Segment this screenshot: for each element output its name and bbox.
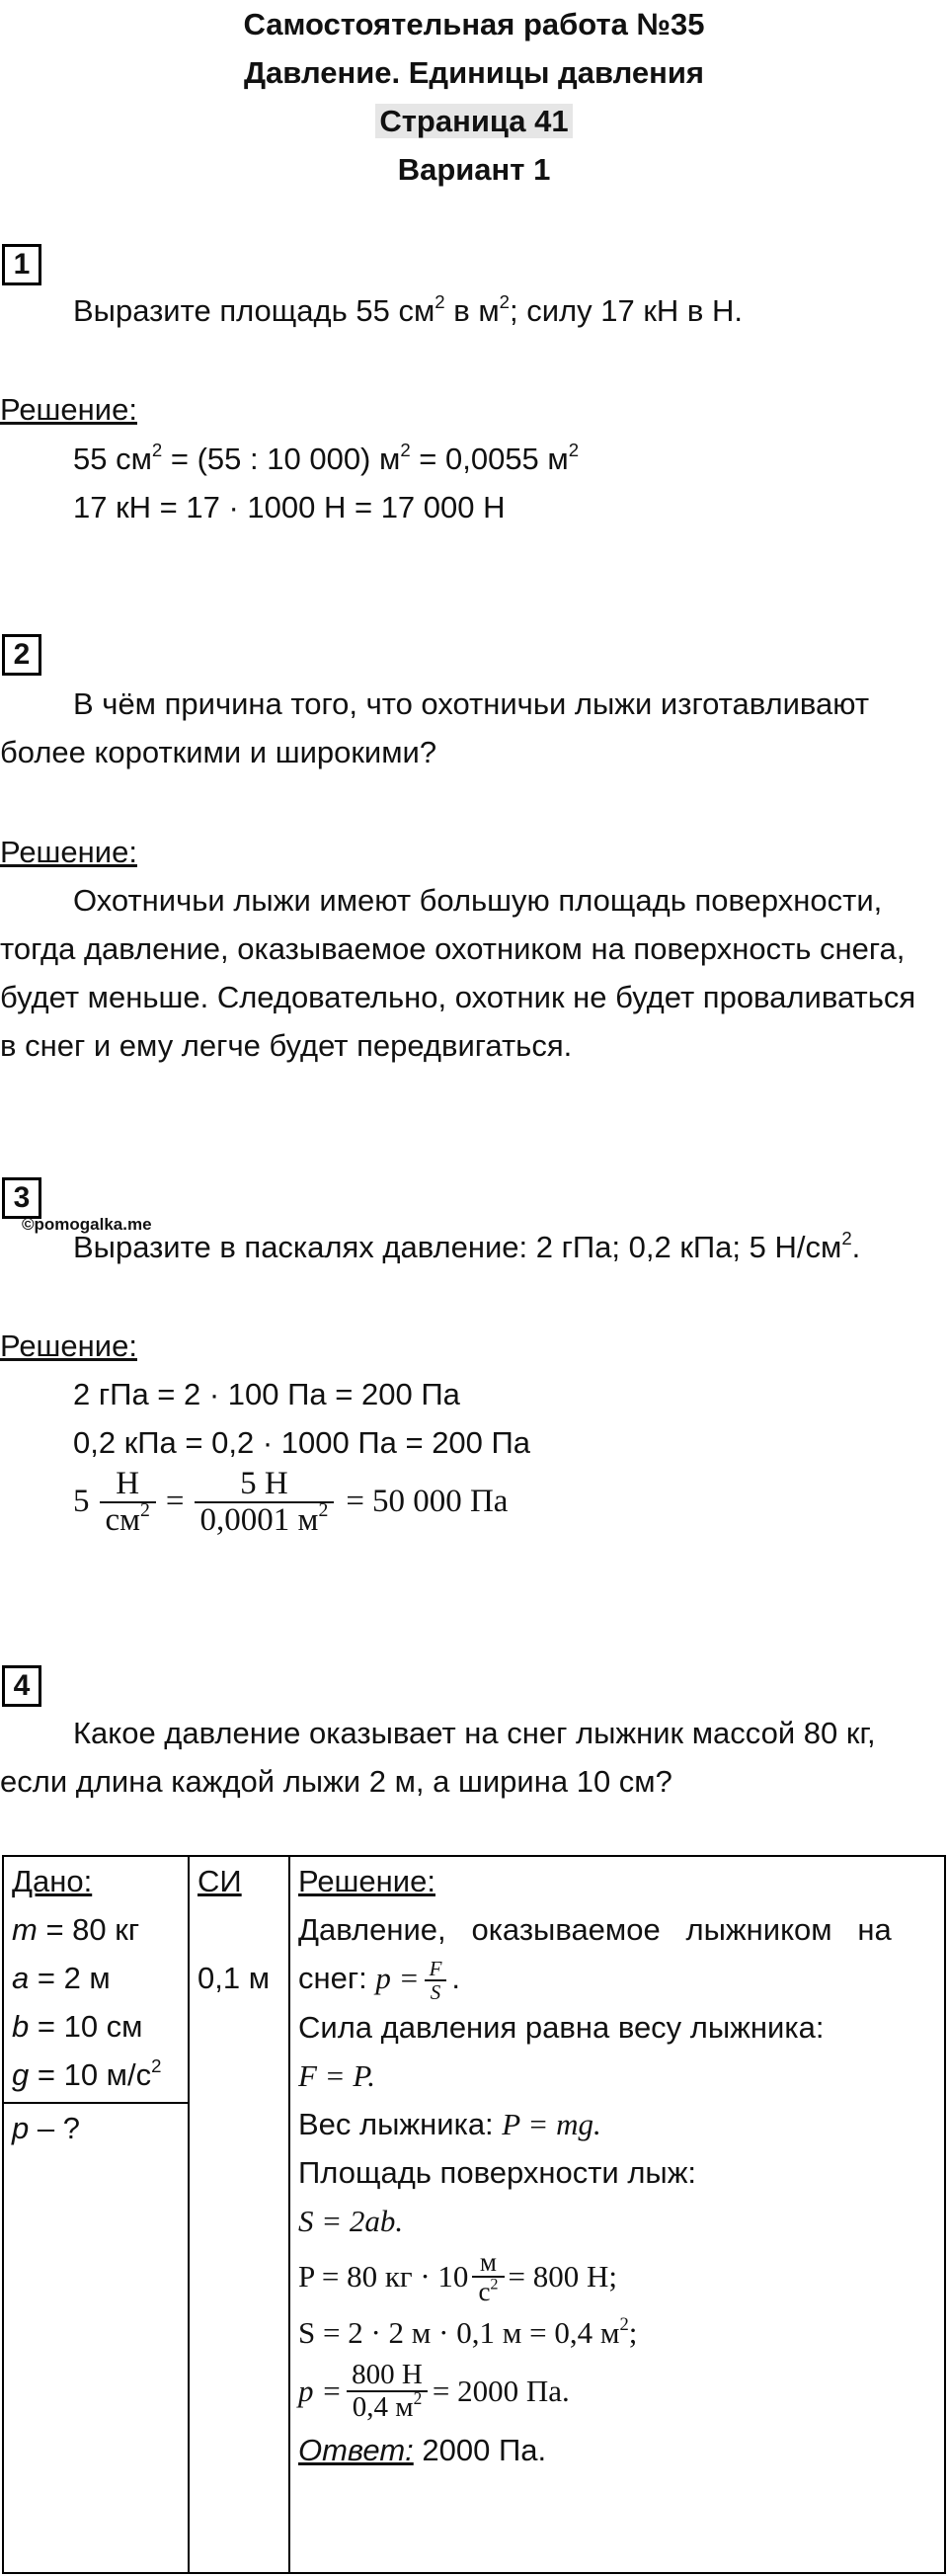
solution-line: Площадь поверхности лыж:: [298, 2154, 697, 2190]
given-item: a = 2 м: [12, 1961, 111, 1995]
solution-line: 55 $см^2 = (55$ : 10 000) $м^2 = 0,0055$ $м^2$: [73, 439, 580, 476]
given-cell: [3, 1856, 189, 2103]
page-number: Страница 41: [375, 104, 572, 138]
solution-line: Вес лыжника: P = mg.: [298, 2106, 601, 2141]
answer-line: [298, 2426, 936, 2474]
answer-value: 2000 Па.: [413, 2432, 547, 2467]
solution-line: F = P.: [298, 2057, 376, 2093]
solution-cell: [289, 1856, 945, 2573]
given-item: g = 10 $м/с^2$: [12, 2054, 162, 2092]
solution-line: Сила давления равна весу лыжника:: [298, 2009, 825, 2045]
task-number: 4: [2, 1665, 41, 1707]
task-question: Какое давление оказывает на снег лыжник массой 80 кг, если длина каждой лыжи 2 м, а ширина 10 см?: [0, 1716, 876, 1799]
work-title: Самостоятельная работа №35: [243, 7, 705, 41]
solution-formula: 5 $\frac{Н}{см^2}$ = $\frac{5 Н}{0,0001 м^2}$ = 50 000 Па: [73, 1466, 509, 1538]
solution-label: Решение:: [0, 392, 137, 427]
task-question: Выразите в паскалях давление: 2 гПа; 0,2 кПа; 5 $Н/см^2$.: [73, 1227, 861, 1264]
watermark: ©pomogalka.me: [22, 1215, 152, 1234]
solution-line: S = 2 · 2 м · 0,1 м = 0,4 $м^2$;: [298, 2313, 638, 2350]
solution-label: Решение:: [0, 1328, 137, 1363]
solution-label: Решение:: [298, 1864, 435, 1898]
given-item: b = 10 см: [12, 2009, 143, 2044]
solution-label: Решение:: [0, 835, 137, 869]
given-item: m = 80 кг: [12, 1912, 140, 1947]
task-number: 3: [2, 1177, 41, 1219]
task-number: 2: [2, 634, 41, 676]
solution-line: p = $\frac{800 Н}{0,4 м^2}$ = 2000 Па.: [298, 2359, 570, 2423]
solution-line: S = 2ab.: [298, 2203, 404, 2238]
solution-line: снег: p = $\frac{F}{S}$ .: [298, 1956, 461, 2004]
topic-title: Давление. Единицы давления: [243, 55, 705, 90]
variant-title: Вариант 1: [397, 152, 551, 187]
solution-line: P = 80 кг · 10 $\frac{м}{с^2}$ = 800 Н;: [298, 2246, 617, 2306]
task-number: 1: [2, 244, 41, 285]
solution-line: 0,2 кПа = 0,2 · 1000 Па = 200 Па: [73, 1425, 531, 1460]
find-cell: [3, 2103, 189, 2573]
given-label: Дано:: [12, 1864, 93, 1898]
si-label: СИ: [198, 1864, 242, 1898]
task-question: В чём причина того, что охотничьи лыжи изготавливают более короткими и широкими?: [0, 686, 870, 769]
si-cell: [189, 1856, 289, 2573]
solution-line: 2 гПа = 2 · 100 Па = 200 Па: [73, 1377, 460, 1411]
find-item: p – ?: [12, 2111, 80, 2145]
si-value: 0,1 м: [198, 1961, 271, 1995]
task-question: Выразите площадь 55 $см^2$ в $м^2$; силу 17 кН в Н.: [73, 290, 743, 328]
solution-text: Охотничьи лыжи имеют большую площадь поверхности, тогда давление, оказываемое охотником на поверхность снега, будет меньше. Следовательно, охотник не будет проваливаться в снег и ему легче будет передвигаться.: [0, 883, 916, 1063]
solution-line: Давление, оказываемое лыжником на: [298, 1912, 892, 1947]
document-header: [0, 0, 948, 194]
solution-line: 17 кН = 17 · 1000 Н = 17 000 Н: [73, 490, 506, 524]
answer-label: Ответ:: [298, 2432, 414, 2467]
solution-table: [2, 1855, 946, 2574]
